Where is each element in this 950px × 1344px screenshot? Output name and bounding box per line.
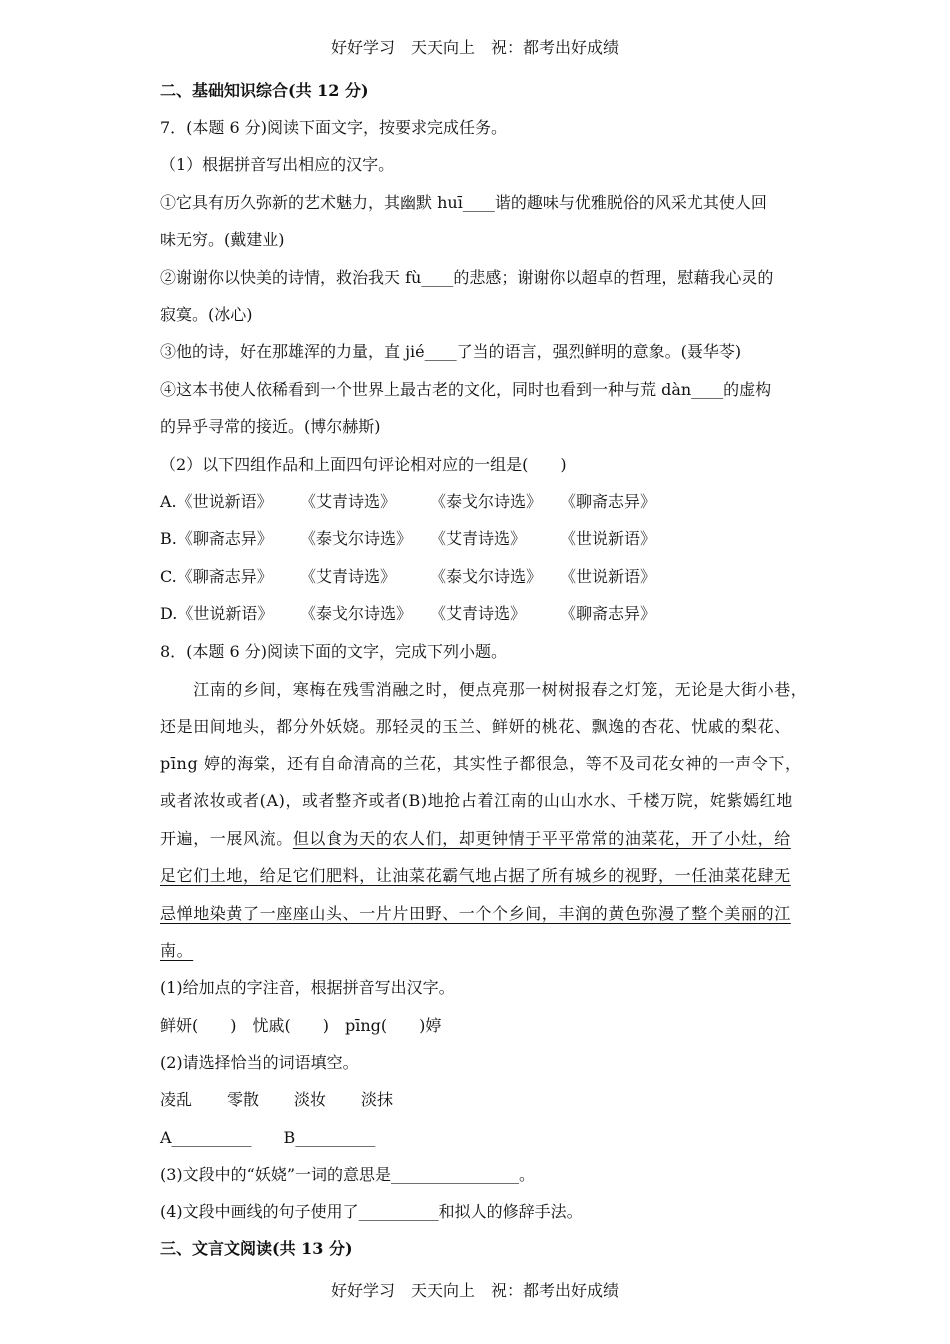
passage-line-6: 足它们土地，给足它们肥料，让油菜花霸气地占据了所有城乡的视野，一任油菜花肆无 <box>160 866 791 885</box>
option-c <box>160 567 656 587</box>
question-7-part1: （1）根据拼音写出相应的汉字。 <box>160 155 395 174</box>
passage-line-5-plain: 开遍，一展风流。 <box>160 829 293 848</box>
sentence-2: ②谢谢你以快美的诗情，救治我天 fù____的悲感；谢谢你以超卓的哲理，慰藉我心灵的 <box>160 268 774 287</box>
option-b-col1: B.《聊斋志异》 <box>160 529 273 548</box>
passage-line-7: 忌惮地染黄了一座座山头、一片片田野、一个个乡间，丰润的黄色弥漫了整个美丽的江 <box>160 904 791 923</box>
option-d-col4: 《聊斋志异》 <box>560 604 657 623</box>
option-d-col2: 《泰戈尔诗选》 <box>300 604 413 623</box>
option-d-col3: 《艾青诗选》 <box>430 604 527 623</box>
passage-line-1: 江南的乡间，寒梅在残雪消融之时，便点亮那一树树报春之灯笼，无论是大街小巷， <box>160 680 808 699</box>
sentence-1-cont: 味无穷。(戴建业) <box>160 230 285 249</box>
option-a <box>160 492 656 512</box>
question-8-sub1-blanks: 鲜妍( ) 忧戚( ) pīng( )婷 <box>160 1016 442 1035</box>
sentence-3: ③他的诗，好在那雄浑的力量，直 jié____了当的语言，强烈鲜明的意象。(聂华苓) <box>160 342 742 361</box>
sentence-4: ④这本书使人依稀看到一个世界上最古老的文化，同时也看到一种与荒 dàn____的虚构 <box>160 380 772 399</box>
question-8-sub2: (2)请选择恰当的词语填空。 <box>160 1053 359 1072</box>
passage-line-4: 或者浓妆或者(A)，或者整齐或者(B)地抢占着江南的山山水水、千楼万院，姹紫嫣红地 <box>160 791 793 810</box>
sentence-2-cont: 寂寞。(冰心) <box>160 305 253 324</box>
section-title: 三、文言文阅读(共 13 分) <box>160 1239 353 1258</box>
passage-line-8: 南。 <box>160 941 194 960</box>
question-8-sub3: (3)文段中的“妖娆”一词的意思是________________。 <box>160 1165 536 1184</box>
page-header: 好好学习 天天向上 祝：都考出好成绩 <box>330 38 619 57</box>
option-c-col1: C.《聊斋志异》 <box>160 567 273 586</box>
section-title: 二、基础知识综合(共 12 分) <box>160 81 369 100</box>
option-c-col2: 《艾青诗选》 <box>300 567 397 586</box>
sentence-4-cont: 的异乎寻常的接近。(博尔赫斯) <box>160 417 381 436</box>
question-8-sub2-blanks: A__________ B__________ <box>160 1128 376 1147</box>
option-b-col2: 《泰戈尔诗选》 <box>300 529 413 548</box>
word-choice-3: 淡妆 <box>294 1090 327 1109</box>
page-footer: 好好学习 天天向上 祝：都考出好成绩 <box>330 1281 619 1300</box>
option-a-col1: A.《世说新语》 <box>160 492 273 511</box>
option-d-col1: D.《世说新语》 <box>160 604 274 623</box>
passage-line-2: 还是田间地头，都分外妖娆。那轻灵的玉兰、鲜妍的桃花、飘逸的杏花、忧戚的梨花、 <box>160 717 791 736</box>
sentence-1: ①它具有历久弥新的艺术魅力，其幽默 huī____谐的趣味与优雅脱俗的风采尤其使人回 <box>160 193 767 212</box>
question-8-stem: 8．(本题 6 分)阅读下面的文字，完成下列小题。 <box>160 642 508 661</box>
question-7-part2: （2）以下四组作品和上面四句评论相对应的一组是( ) <box>160 455 567 474</box>
word-choice-1: 凌乱 <box>160 1090 193 1109</box>
option-d <box>160 604 656 624</box>
question-7-stem: 7．(本题 6 分)阅读下面文字，按要求完成任务。 <box>160 118 508 137</box>
word-choice-4: 淡抹 <box>361 1090 394 1109</box>
option-b-col3: 《艾青诗选》 <box>430 529 527 548</box>
passage-line-5 <box>160 829 791 849</box>
underlined-sentence: 但以食为天的农人们，却更钟情于平平常常的油菜花，开了小灶，给 <box>292 829 791 848</box>
option-a-col4: 《聊斋志异》 <box>560 492 657 511</box>
option-a-col3: 《泰戈尔诗选》 <box>430 492 543 511</box>
passage-line-3: pīng 婷的海棠，还有自命清高的兰花，其实性子都很急，等不及司花女神的一声令下， <box>160 754 802 773</box>
word-choices <box>160 1090 428 1110</box>
question-8-sub4: (4)文段中画线的句子使用了__________和拟人的修辞手法。 <box>160 1202 583 1221</box>
option-c-col3: 《泰戈尔诗选》 <box>430 567 543 586</box>
option-c-col4: 《世说新语》 <box>560 567 657 586</box>
option-b <box>160 529 656 549</box>
option-b-col4: 《世说新语》 <box>560 529 657 548</box>
option-a-col2: 《艾青诗选》 <box>300 492 397 511</box>
word-choice-2: 零散 <box>227 1090 260 1109</box>
question-8-sub1: (1)给加点的字注音，根据拼音写出汉字。 <box>160 978 455 997</box>
